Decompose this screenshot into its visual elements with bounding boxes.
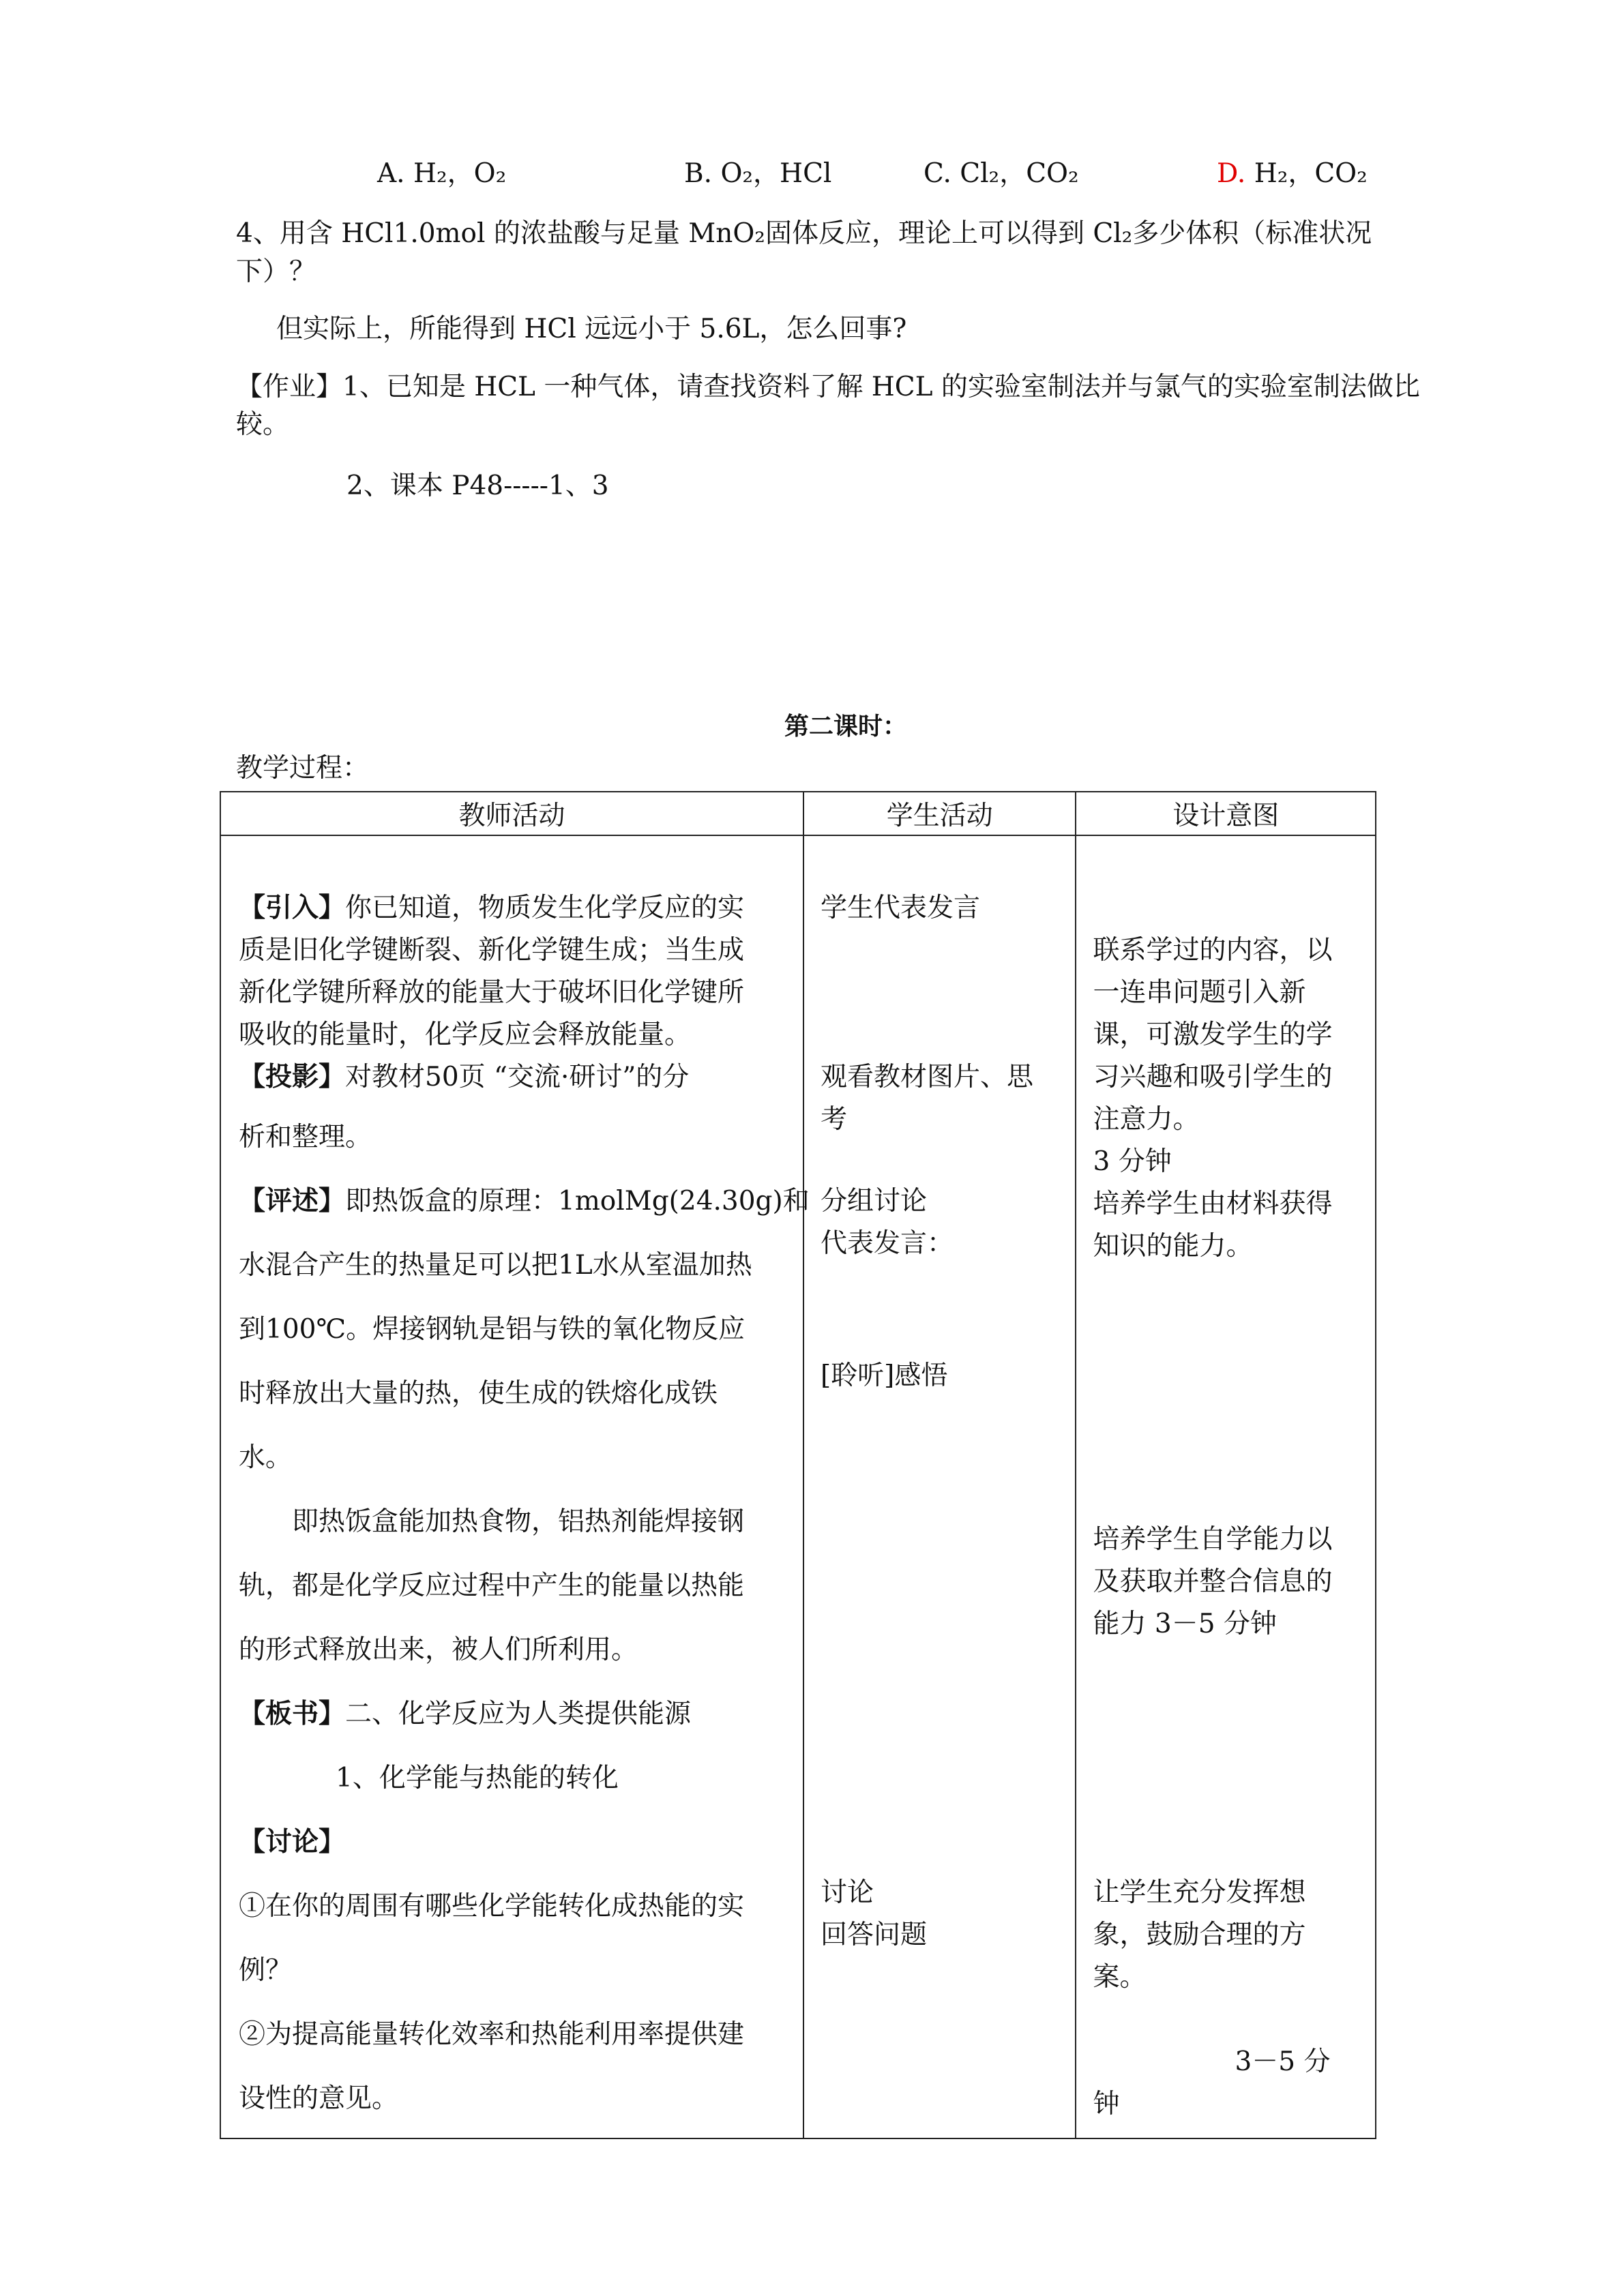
design-line: 课，可激发学生的学 bbox=[1093, 1019, 1333, 1050]
homework-line-3: 2、课本 P48-----1、3 bbox=[346, 471, 609, 501]
lesson-table bbox=[220, 791, 1376, 2139]
section-title: 第二课时： bbox=[784, 713, 908, 741]
q4-line-3: 但实际上，所能得到 HCl 远远小于 5.6L，怎么回事? bbox=[276, 314, 907, 344]
tag-label: 【板书】 bbox=[239, 1698, 346, 1729]
student-line: [聆听]感悟 bbox=[820, 1360, 948, 1391]
student-line: 讨论 bbox=[820, 1877, 874, 1908]
design-line: 象，鼓励合理的方 bbox=[1093, 1920, 1306, 1950]
teacher-cell bbox=[220, 835, 810, 2138]
student-cell bbox=[803, 835, 1076, 2138]
design-cell bbox=[1076, 835, 1376, 2138]
teacher-line: 【引入】你已知道，物质发生化学反应的实 bbox=[239, 892, 745, 923]
header-teacher: 教师活动 bbox=[220, 792, 803, 835]
teacher-line: 的形式释放出来，被人们所利用。 bbox=[239, 1635, 638, 1665]
student-line: 回答问题 bbox=[820, 1920, 927, 1950]
teacher-line: 析和整理。 bbox=[239, 1122, 372, 1152]
design-line: 3－5 分 bbox=[1235, 2046, 1331, 2077]
teacher-line: 到100℃。焊接钢轨是铝与铁的氧化物反应 bbox=[239, 1314, 745, 1345]
q4-line-2: 下）？ bbox=[236, 256, 316, 287]
design-line: 注意力。 bbox=[1093, 1104, 1200, 1135]
teacher-line: 轨，都是化学反应过程中产生的能量以热能 bbox=[239, 1570, 745, 1601]
design-line: 案。 bbox=[1093, 1962, 1147, 1993]
student-line: 代表发言： bbox=[820, 1228, 954, 1259]
q4-line-1: 4、用含 HCl1.0mol 的浓盐酸与足量 MnO₂固体反应，理论上可以得到 Cl₂多少体积（标准状况 bbox=[236, 218, 1372, 249]
option-b: B. O₂，HCl bbox=[684, 158, 832, 189]
student-line: 观看教材图片、思 bbox=[820, 1062, 1033, 1092]
teacher-line: 吸收的能量时，化学反应会释放能量。 bbox=[239, 1019, 692, 1050]
option-d bbox=[1217, 158, 1368, 190]
design-line: 一连串问题引入新 bbox=[1093, 977, 1306, 1008]
design-line: 培养学生自学能力以 bbox=[1093, 1524, 1333, 1555]
teacher-line: 例？ bbox=[239, 1955, 293, 1986]
tag-label: 【讨论】 bbox=[239, 1826, 346, 1858]
table-body-row bbox=[220, 835, 1376, 2138]
teacher-line: 设性的意见。 bbox=[239, 2083, 399, 2114]
teacher-line: 新化学键所释放的能量大于破坏旧化学键所 bbox=[239, 977, 745, 1008]
student-line: 学生代表发言 bbox=[820, 893, 980, 923]
option-d-letter: D. bbox=[1217, 158, 1246, 189]
design-line: 及获取并整合信息的 bbox=[1093, 1566, 1333, 1597]
teacher-line: 水混合产生的热量足可以把1L水从室温加热 bbox=[239, 1250, 752, 1281]
teacher-line: ①在你的周围有哪些化学能转化成热能的实 bbox=[239, 1891, 745, 1922]
tag-label: 【评述】 bbox=[239, 1185, 346, 1217]
option-d-text: H₂，CO₂ bbox=[1254, 158, 1368, 189]
header-student: 学生活动 bbox=[803, 792, 1076, 835]
teacher-line: 【评述】即热饭盒的原理：1molMg(24.30g)和 bbox=[239, 1185, 810, 1217]
process-label: 教学过程： bbox=[236, 753, 370, 784]
tag-label: 【投影】 bbox=[239, 1061, 346, 1092]
teacher-line: 水。 bbox=[239, 1442, 293, 1473]
teacher-line: 【板书】二、化学反应为人类提供能源 bbox=[239, 1698, 692, 1729]
design-line: 习兴趣和吸引学生的 bbox=[1093, 1062, 1333, 1092]
header-design: 设计意图 bbox=[1076, 792, 1376, 835]
teacher-line: 质是旧化学键断裂、新化学键生成；当生成 bbox=[239, 935, 745, 966]
teacher-line: 时释放出大量的热，使生成的铁熔化成铁 bbox=[239, 1378, 718, 1409]
teacher-line: 【投影】对教材50页 “交流·研讨”的分 bbox=[239, 1061, 690, 1092]
student-line: 分组讨论 bbox=[820, 1186, 927, 1217]
homework-line-2: 较。 bbox=[236, 409, 290, 440]
homework-line-1: 【作业】1、已知是 HCL 一种气体，请查找资料了解 HCL 的实验室制法并与氯气的实验室制法做比 bbox=[236, 372, 1420, 402]
student-line: 考 bbox=[820, 1104, 847, 1135]
design-line: 钟 bbox=[1093, 2089, 1120, 2119]
design-line: 让学生充分发挥想 bbox=[1093, 1877, 1306, 1908]
teacher-line bbox=[239, 1821, 345, 1859]
design-line: 培养学生由材料获得 bbox=[1093, 1189, 1333, 1219]
table-header-row bbox=[220, 792, 1376, 835]
teacher-line: ②为提高能量转化效率和热能利用率提供建 bbox=[239, 2019, 745, 2050]
design-line: 3 分钟 bbox=[1093, 1146, 1172, 1177]
option-c: C. Cl₂，CO₂ bbox=[924, 158, 1079, 189]
tag-label: 【引入】 bbox=[239, 892, 346, 923]
option-a: A. H₂，O₂ bbox=[377, 158, 507, 189]
design-line: 能力 3－5 分钟 bbox=[1093, 1609, 1277, 1639]
teacher-line: 1、化学能与热能的转化 bbox=[336, 1763, 619, 1793]
design-line: 知识的能力。 bbox=[1093, 1231, 1253, 1262]
teacher-line: 即热饭盒能加热食物，铝热剂能焊接钢 bbox=[292, 1506, 745, 1537]
design-line: 联系学过的内容，以 bbox=[1093, 935, 1333, 966]
